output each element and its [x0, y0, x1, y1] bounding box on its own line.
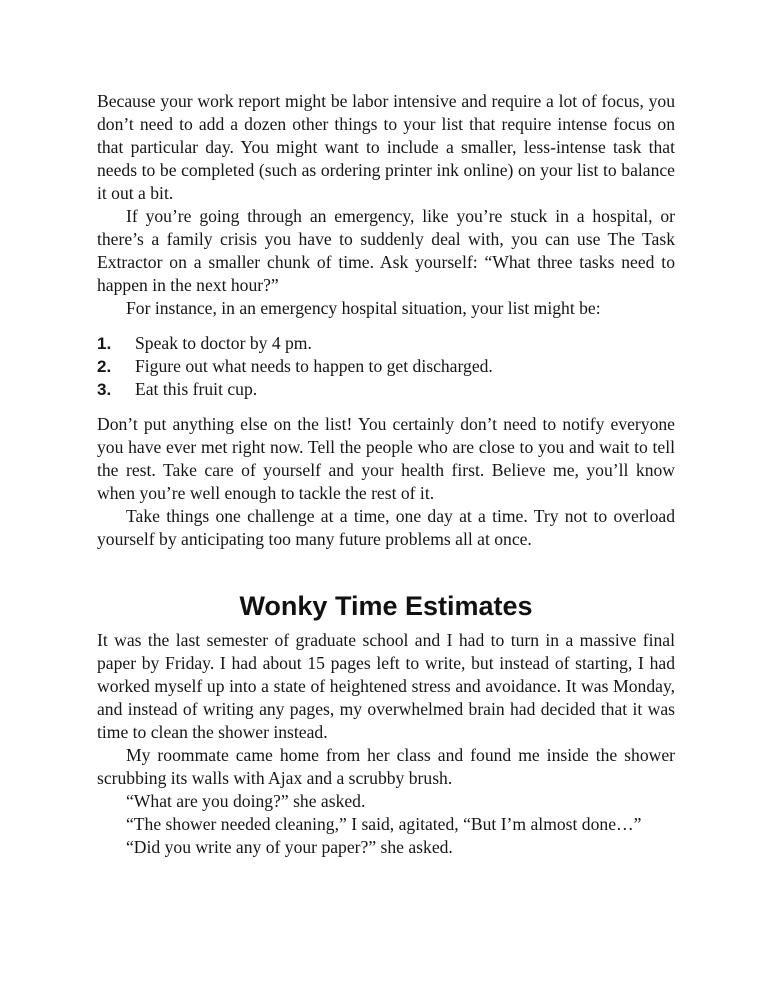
dialogue-line: “Did you write any of your paper?” she asked. — [126, 837, 453, 857]
list-text: Speak to doctor by 4 pm. — [135, 333, 312, 353]
body-paragraph: My roommate came home from her class and found me inside the shower scrubbing its walls with Ajax and a scrubby brush. — [97, 745, 675, 788]
dialogue-line: “The shower needed cleaning,” I said, agitated, “But I’m almost done…” — [126, 814, 642, 834]
body-paragraph: Because your work report might be labor intensive and require a lot of focus, you don’t need to add a dozen other things to your list that require intense focus on that particular day. You might want to include a smaller, less-intense task that needs to be completed (such as ordering printer ink online) on your list to balance it out a bit. — [97, 91, 675, 203]
body-paragraph: If you’re going through an emergency, like you’re stuck in a hospital, or there’s a family crisis you have to suddenly deal with, you can use The Task Extractor on a smaller chunk of time. Ask yourself: “What three tasks need to happen in the next hour?” — [97, 206, 675, 295]
list-number: 1. — [97, 334, 112, 353]
body-paragraph: Don’t put anything else on the list! You certainly don’t need to notify everyone you have ever met right now. Tell the people who are close to you and wait to tell the rest. Take care of yourself and your health first. Believe me, you’ll know when you’re well enough to tackle the rest of it. — [97, 414, 675, 503]
page-content — [97, 90, 675, 859]
task-list — [97, 332, 675, 401]
list-number: 2. — [97, 357, 112, 376]
body-paragraph: For instance, in an emergency hospital situation, your list might be: — [126, 298, 601, 318]
list-text: Eat this fruit cup. — [135, 379, 258, 399]
list-item — [97, 355, 675, 378]
list-number: 3. — [97, 380, 112, 399]
list-item — [97, 378, 675, 401]
list-item — [97, 332, 675, 355]
section-heading: Wonky Time Estimates — [239, 591, 533, 621]
list-text: Figure out what needs to happen to get discharged. — [135, 356, 493, 376]
body-paragraph: It was the last semester of graduate school and I had to turn in a massive final paper by Friday. I had about 15 pages left to write, but instead of starting, I had worked myself up into a state of heightened stress and avoidance. It was Monday, and instead of writing any pages, my overwhelmed brain had decided that it was time to clean the shower instead. — [97, 630, 675, 742]
body-paragraph: Take things one challenge at a time, one day at a time. Try not to overload yourself by anticipating too many future problems all at once. — [97, 506, 675, 549]
dialogue-line: “What are you doing?” she asked. — [126, 791, 366, 811]
